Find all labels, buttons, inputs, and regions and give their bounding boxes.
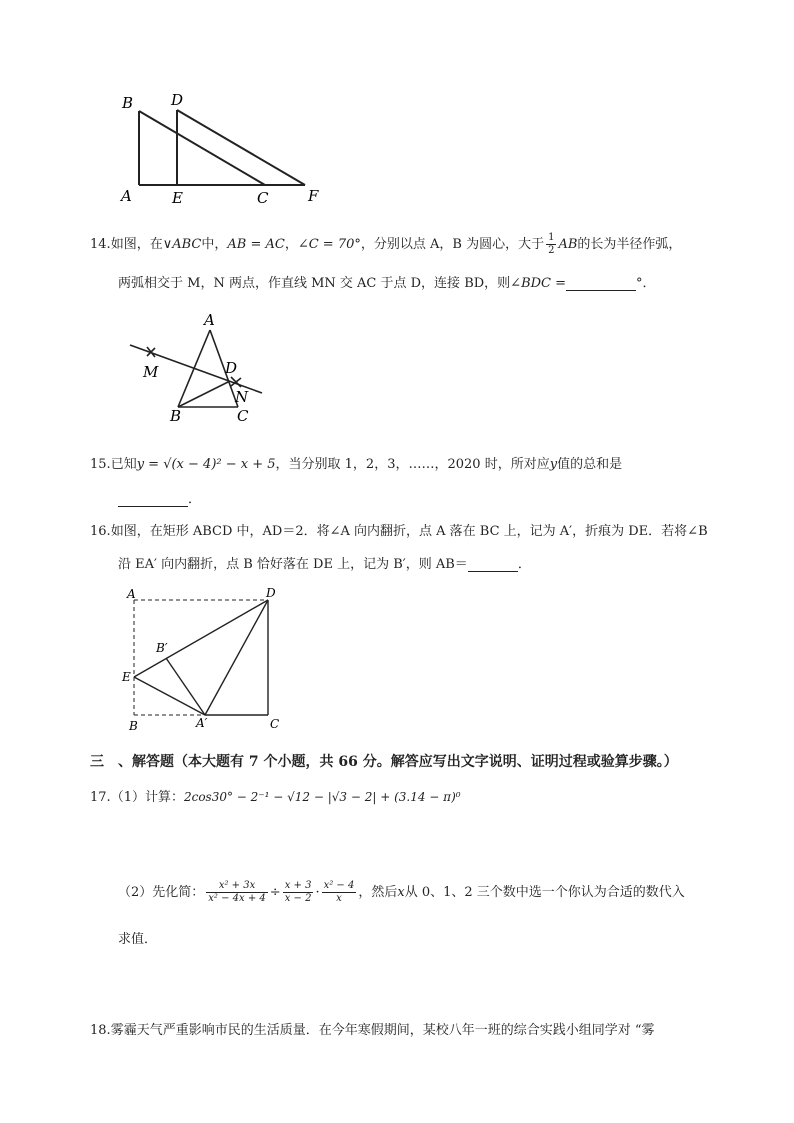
fraction-2: $\frac{x + 3}{x - 2}$ [284,880,312,904]
question-15-line-1: 15.已知y = √(x − 4)² − x + 5，当分别取 1，2，3，……，2020 时，所对应y值的总和是 [90,457,623,472]
question-number: 16. [90,524,111,539]
label-D: D [225,359,238,377]
label-C: C [270,717,280,731]
question-15-line-2: ． [118,488,201,507]
segment-BD [178,381,230,407]
label-C: C [237,407,249,425]
label-N: N [235,388,249,406]
question-17-part-2-line-1: （2）先化简： $\frac{\text{x² + 3x}}{\text{x² − 4x + 4}}$ ÷ $\frac{x + 3}{x - 2}$ · $\frac{\text{x² − 4}}{x}$ ，然后x从 0、1、2 三个数中选一个你认为合适的数代入 [118,880,685,904]
fraction-one-half: $\frac{1}{2}$ [548,232,555,256]
label-B-prime: B′ [156,641,168,655]
answer-blank[interactable] [118,494,188,507]
expression-part-1: 2cos30° − 2⁻¹ − √12 − |√3 − 2| + (3.14 − π)⁰ [183,790,461,804]
question-number: 18. [90,1023,111,1038]
question-number: 15. [90,457,111,472]
formula-y: y = √(x − 4)² − x + 5 [136,457,276,472]
label-F: F [308,187,319,205]
question-number: 17. [90,790,111,805]
segment-B2A2 [166,658,205,715]
label-B: B [170,407,182,425]
question-18-line-1: 18.雾霾天气严重影响市民的生活质量．在今年寒假期间，某校八年一班的综合实践小组同学对 “雾 [90,1023,655,1038]
label-A: A [121,187,132,205]
label-M: M [143,363,159,381]
fraction-1: $\frac{\text{x² + 3x}}{\text{x² − 4x + 4}}$ [208,880,266,904]
fraction-3: $\frac{\text{x² − 4}}{x}$ [323,880,355,904]
label-D: D [171,91,184,109]
label-E: E [172,189,183,207]
label-B: B [129,719,138,733]
segment-BC [139,111,265,185]
figure-16 [115,582,290,734]
label-D: D [266,586,276,600]
figure-14 [125,310,275,425]
question-16-line-2: 沿 EA′ 向内翻折，点 B 恰好落在 DE 上，记为 B′，则 AB＝ ． [118,557,531,572]
segment-DF [177,110,305,185]
question-14-line-2: 两弧相交于 M，N 两点，作直线 MN 交 AC 于点 D，连接 BD，则∠BDC = °． [118,276,656,291]
label-C: C [257,189,269,207]
question-17-part-1: 17.（1）计算：2cos30° − 2⁻¹ − √12 − |√3 − 2| + (3.14 − π)⁰ [90,790,461,805]
question-16-line-1: 16.如图，在矩形 ABCD 中，AD＝2．将∠A 向内翻折，点 A 落在 BC 上，记为 A′，折痕为 DE．若将∠B [90,524,708,539]
label-A: A [204,311,215,329]
question-14-line-1: 14.如图，在∨ABC中，AB = AC，∠C = 70°，分别以点 A，B 为圆心，大于 $\frac{1}{2}$ AB的长为半径作弧， [90,232,682,256]
question-number: 14. [90,237,111,252]
figure-13 [110,85,340,215]
segment-A2D [205,600,268,715]
label-B: B [122,94,134,112]
segment-ED [134,600,268,677]
label-E: E [122,670,131,684]
section-3-heading: 三 、解答题（本大题有 7 个小题，共 66 分。解答应写出文字说明、证明过程或验算步骤。） [90,754,678,770]
answer-blank[interactable] [468,559,518,572]
segment-EA2 [134,677,205,715]
label-A: A [127,587,136,601]
answer-blank[interactable] [566,278,636,291]
label-A-prime: A′ [196,716,208,730]
question-17-part-2-line-2: 求值． [118,932,158,947]
